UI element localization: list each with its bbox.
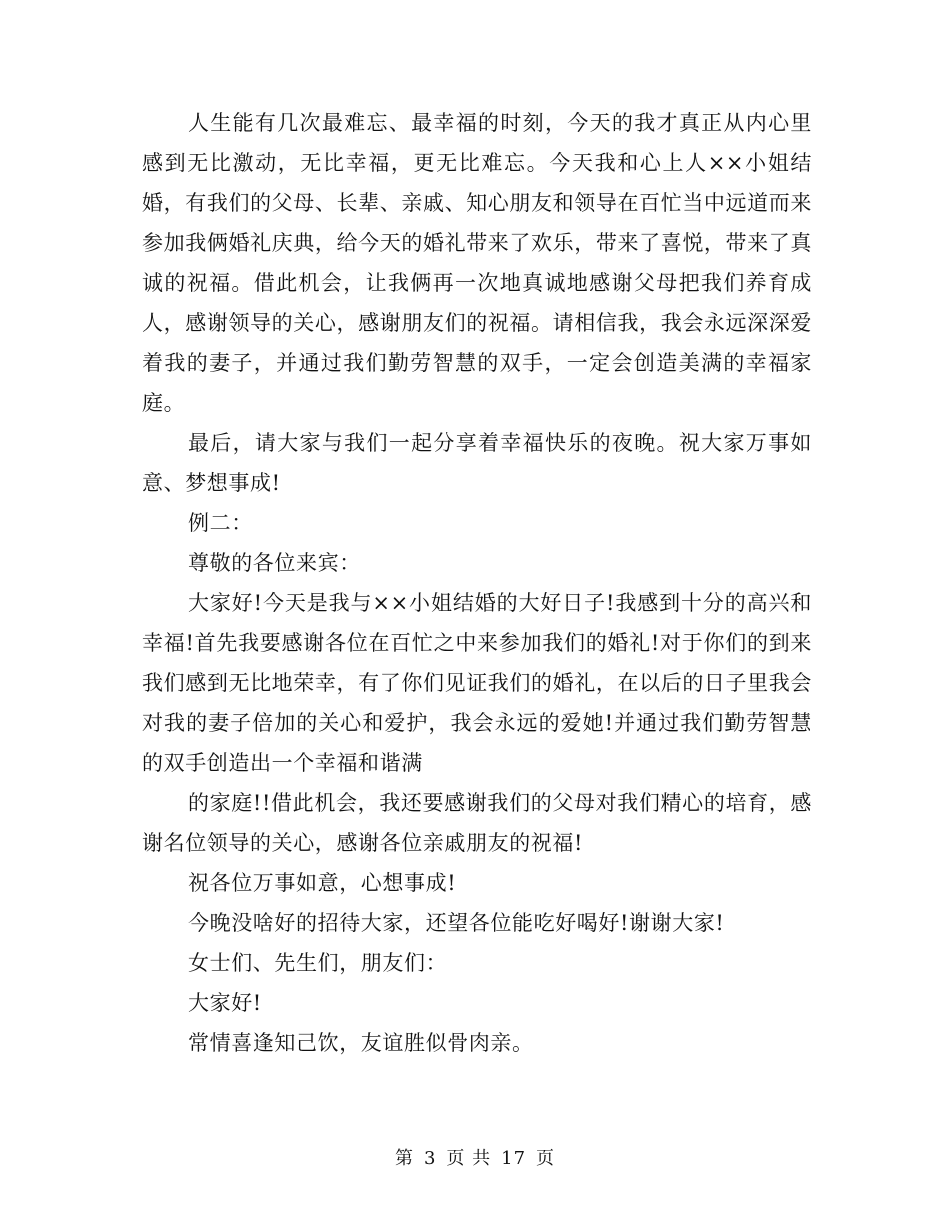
footer-middle: 页 共 (446, 1148, 492, 1169)
paragraph-1: 人生能有几次最难忘、最幸福的时刻，今天的我才真正从内心里感到无比激动，无比幸福，更无比难忘。今天我和心上人××小姐结婚，有我们的父母、长辈、亲戚、知心朋友和领导在百忙当中远道而来参加我俩婚礼庆典，给今天的婚礼带来了欢乐，带来了喜悦，带来了真诚的祝福。借此机会，让我俩再一次地真诚地感谢父母把我们养育成人，感谢领导的关心，感谢朋友们的祝福。请相信我，我会永远深深爱着我的妻子，并通过我们勤劳智慧的双手，一定会创造美满的幸福家庭。 (142, 111, 812, 415)
document-body (142, 103, 812, 1063)
paragraph-2: 最后，请大家与我们一起分享着幸福快乐的夜晚。祝大家万事如意、梦想事成! (142, 431, 812, 495)
paragraph-11: 常情喜逢知己饮，友谊胜似骨肉亲。 (188, 1031, 534, 1055)
footer-prefix: 第 (394, 1148, 414, 1169)
paragraph-8: 今晚没啥好的招待大家，还望各位能吃好喝好!谢谢大家! (188, 911, 725, 935)
footer-total-pages: 17 (501, 1148, 527, 1169)
footer-page-number: 3 (423, 1148, 437, 1169)
footer-suffix: 页 (536, 1148, 556, 1169)
page-footer (0, 1147, 950, 1171)
paragraph-4: 尊敬的各位来宾： (188, 551, 361, 575)
paragraph-5: 大家好!今天是我与××小姐结婚的大好日子!我感到十分的高兴和幸福!首先我要感谢各位在百忙之中来参加我们的婚礼!对于你们的到来我们感到无比地荣幸，有了你们见证我们的婚礼，在以后的日子里我会对我的妻子倍加的关心和爱护，我会永远的爱她!并通过我们勤劳智慧的双手创造出一个幸福和谐满 (142, 591, 812, 775)
paragraph-7: 祝各位万事如意，心想事成! (188, 871, 457, 895)
paragraph-9: 女士们、先生们，朋友们： (188, 951, 448, 975)
paragraph-6: 的家庭!!借此机会，我还要感谢我们的父母对我们精心的培育，感谢名位领导的关心，感谢各位亲戚朋友的祝福! (142, 791, 812, 855)
paragraph-10: 大家好! (188, 991, 262, 1015)
paragraph-3: 例二： (188, 511, 253, 535)
